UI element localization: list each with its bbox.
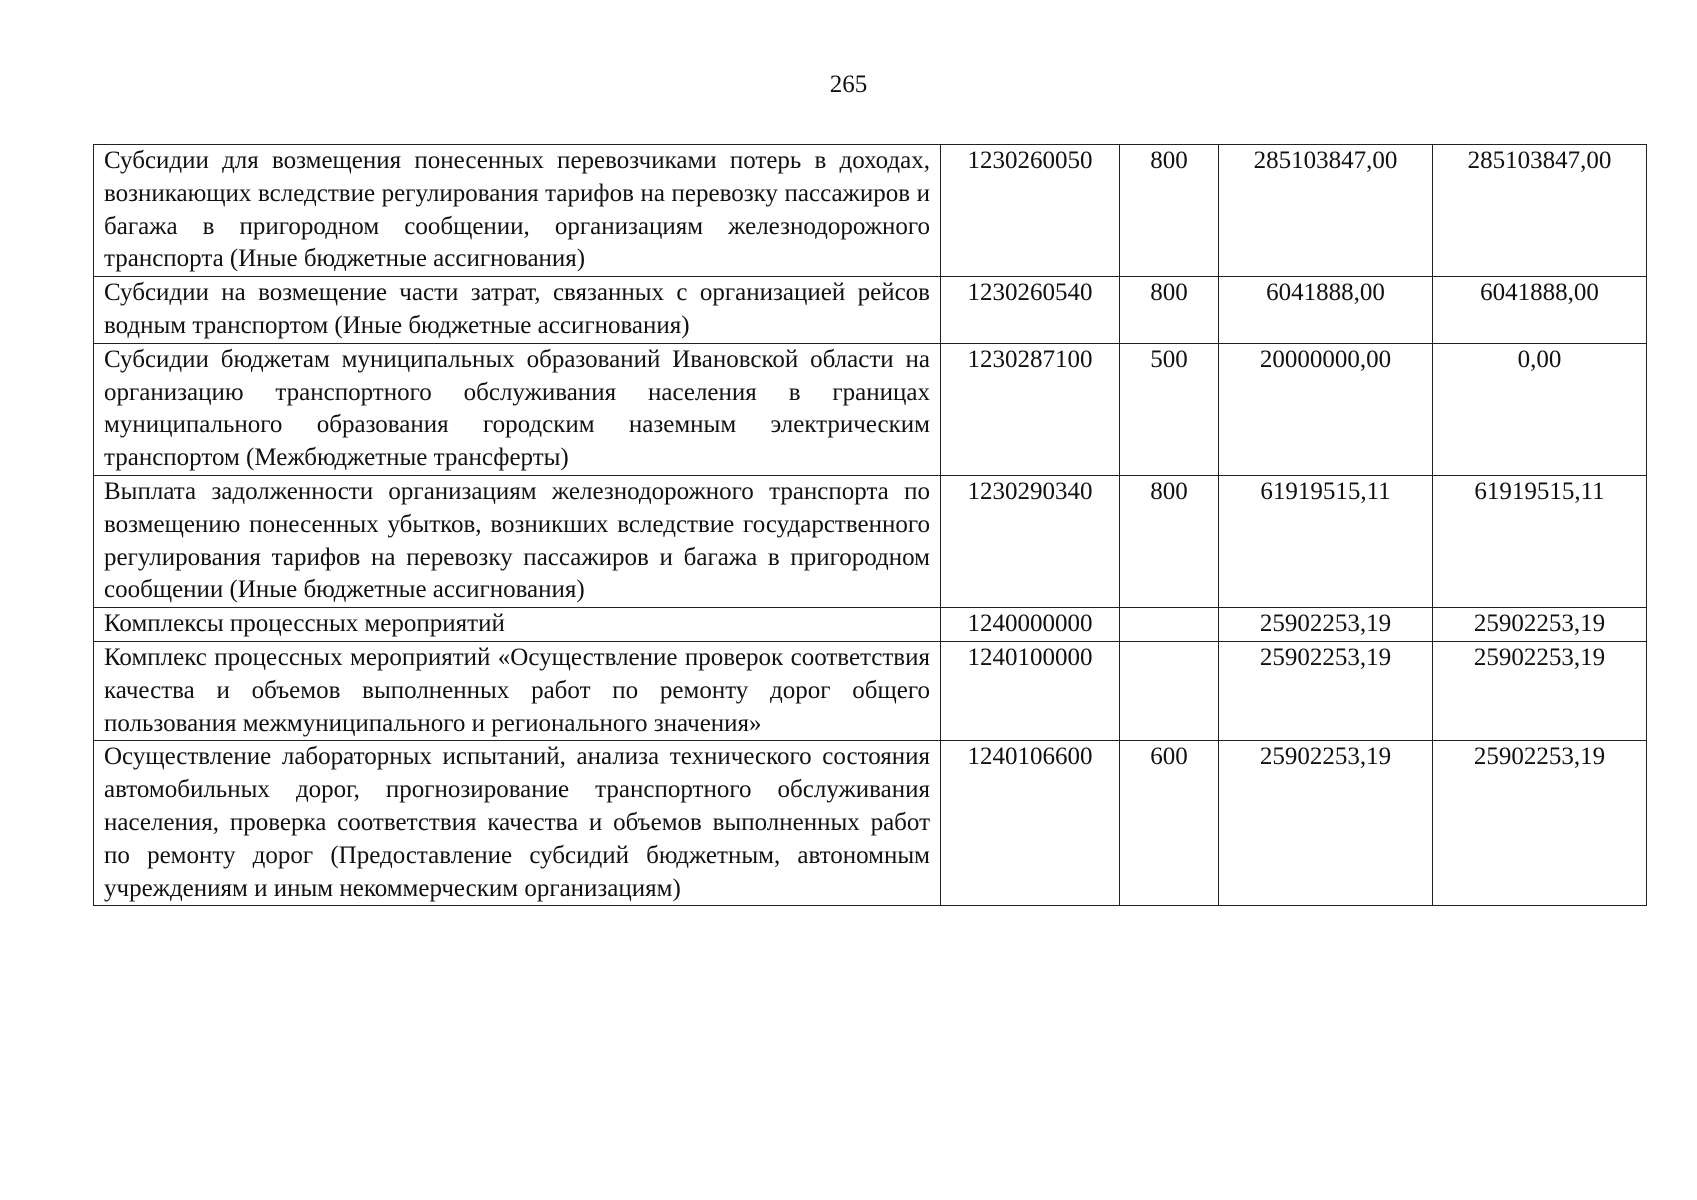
budget-table (93, 144, 1647, 906)
row-amount-year-2: 6041888,00 (1433, 277, 1647, 344)
table-row (94, 343, 1647, 475)
row-expense-type: 600 (1120, 741, 1219, 906)
row-target-code: 1240000000 (941, 608, 1120, 642)
table-row (94, 641, 1647, 740)
row-description: Субсидии для возмещения понесенных перевозчиками потерь в доходах, возникающих вследствие регулирования тарифов на перевозку пассажиров и багажа в пригородном сообщении, организациям железнодорожного транспорта (Иные бюджетные ассигнования) (94, 145, 941, 277)
row-description: Выплата задолженности организациям железнодорожного транспорта по возмещению понесенных убытков, возникших вследствие государственного регулирования тарифов на перевозку пассажиров и багажа в пригородном сообщении (Иные бюджетные ассигнования) (94, 475, 941, 607)
row-amount-year-1: 25902253,19 (1219, 641, 1433, 740)
row-target-code: 1230260540 (941, 277, 1120, 344)
row-description: Субсидии на возмещение части затрат, связанных с организацией рейсов водным транспортом (Иные бюджетные ассигнования) (94, 277, 941, 344)
table-row (94, 608, 1647, 642)
row-amount-year-2: 0,00 (1433, 343, 1647, 475)
row-expense-type: 800 (1120, 277, 1219, 344)
row-amount-year-1: 285103847,00 (1219, 145, 1433, 277)
row-amount-year-1: 61919515,11 (1219, 475, 1433, 607)
row-expense-type (1120, 608, 1219, 642)
table-row (94, 475, 1647, 607)
table-row (94, 277, 1647, 344)
row-description: Осуществление лабораторных испытаний, анализа технического состояния автомобильных дорог, прогнозирование транспортного обслуживания населения, проверка соответствия качества и объемов выполненных работ по ремонту дорог (Предоставление субсидий бюджетным, автономным учреждениям и иным некоммерческим организациям) (94, 741, 941, 906)
row-expense-type (1120, 641, 1219, 740)
row-amount-year-2: 25902253,19 (1433, 608, 1647, 642)
row-amount-year-1: 6041888,00 (1219, 277, 1433, 344)
row-target-code: 1230287100 (941, 343, 1120, 475)
row-target-code: 1240106600 (941, 741, 1120, 906)
row-target-code: 1240100000 (941, 641, 1120, 740)
row-amount-year-2: 25902253,19 (1433, 641, 1647, 740)
row-amount-year-1: 25902253,19 (1219, 608, 1433, 642)
table-row (94, 145, 1647, 277)
table-row (94, 741, 1647, 906)
row-expense-type: 800 (1120, 475, 1219, 607)
page-number: 265 (829, 71, 868, 98)
row-amount-year-1: 25902253,19 (1219, 741, 1433, 906)
row-expense-type: 800 (1120, 145, 1219, 277)
row-expense-type: 500 (1120, 343, 1219, 475)
row-target-code: 1230290340 (941, 475, 1120, 607)
row-description: Комплекс процессных мероприятий «Осуществление проверок соответствия качества и объемов выполненных работ по ремонту дорог общего пользования межмуниципального и регионального значения» (94, 641, 941, 740)
row-amount-year-2: 61919515,11 (1433, 475, 1647, 607)
row-amount-year-2: 25902253,19 (1433, 741, 1647, 906)
row-description: Субсидии бюджетам муниципальных образований Ивановской области на организацию транспортного обслуживания населения в границах муниципального образования городским наземным электрическим транспортом (Межбюджетные трансферты) (94, 343, 941, 475)
row-amount-year-2: 285103847,00 (1433, 145, 1647, 277)
row-amount-year-1: 20000000,00 (1219, 343, 1433, 475)
row-target-code: 1230260050 (941, 145, 1120, 277)
row-description: Комплексы процессных мероприятий (94, 608, 941, 642)
